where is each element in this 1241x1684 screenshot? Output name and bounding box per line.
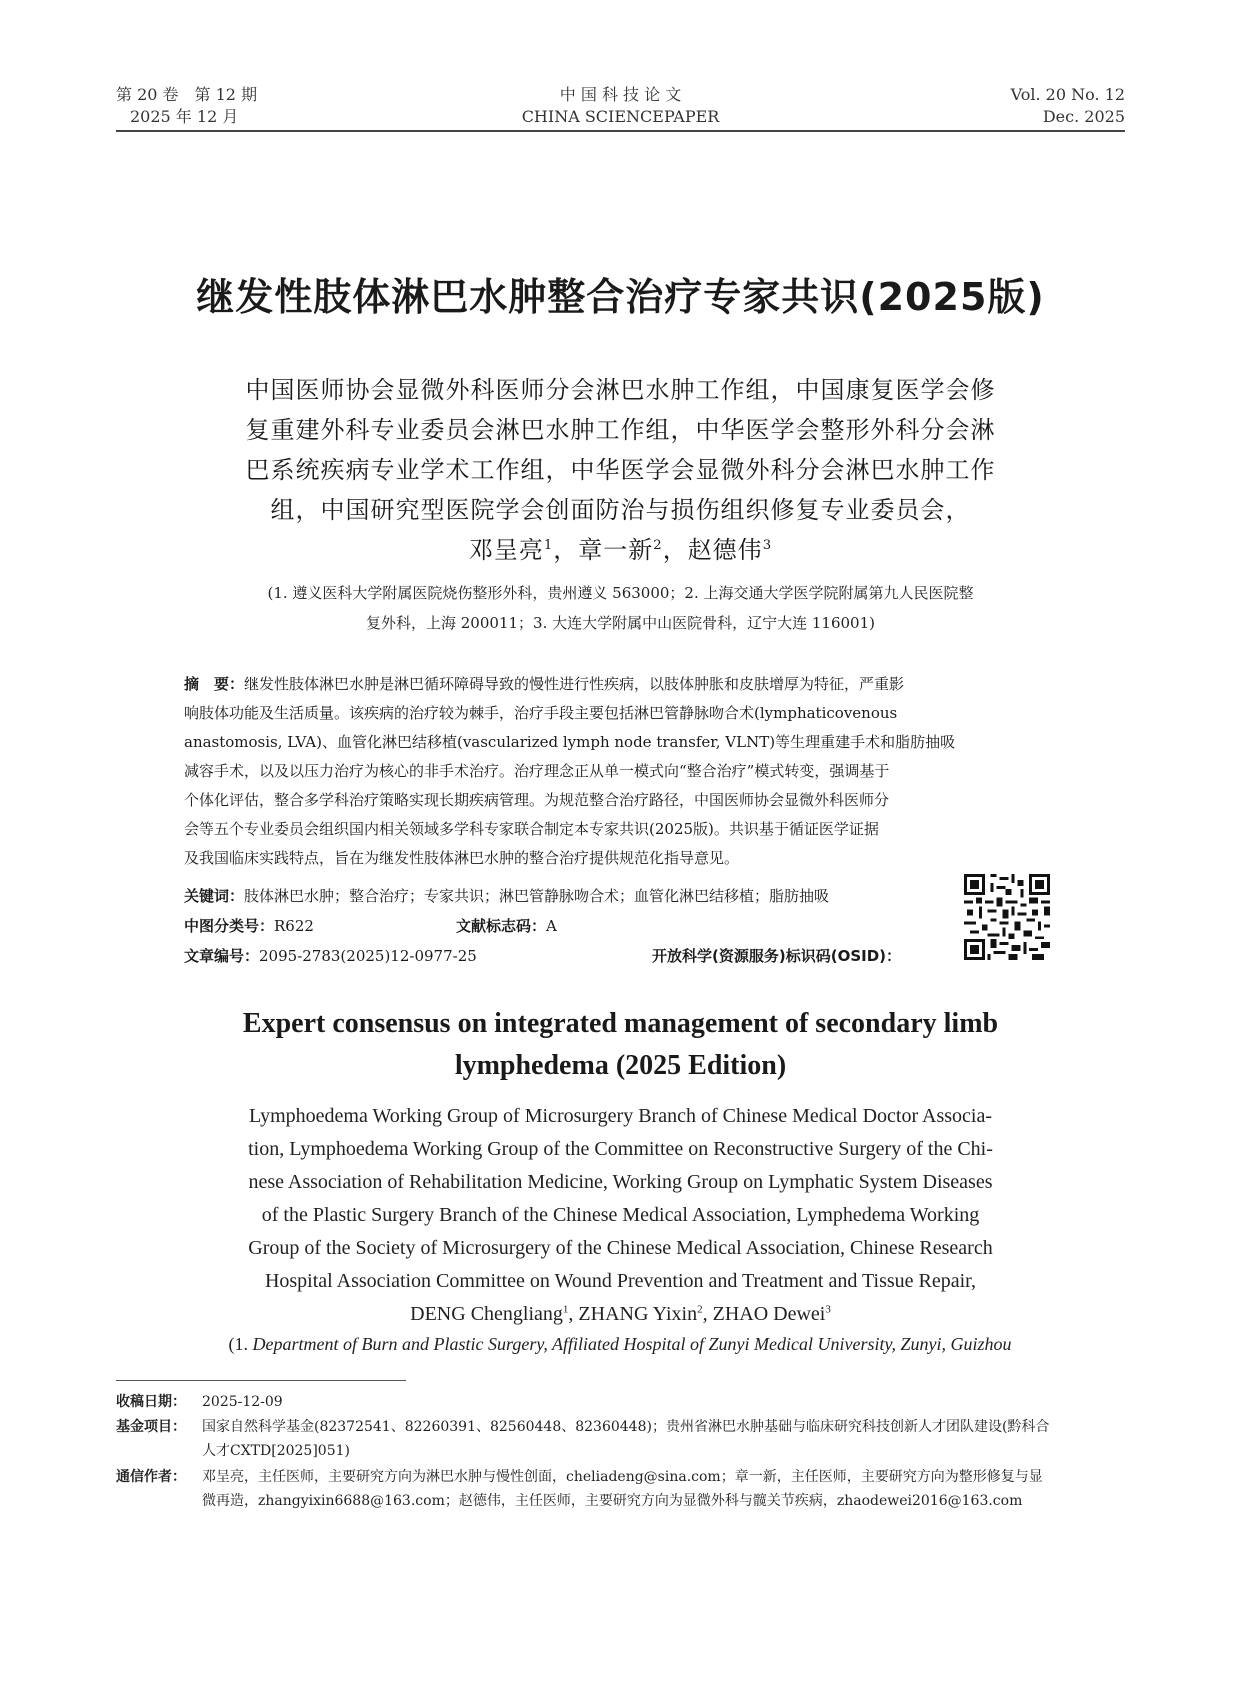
author-name-en: ZHANG Yixin: [578, 1303, 698, 1325]
author-affiliation-mark: 2: [697, 1303, 703, 1316]
author-name: 章一新: [578, 536, 654, 564]
title-en-line: Expert consensus on integrated management of secondary limb: [242, 1008, 999, 1039]
osid-label: [652, 945, 901, 966]
volume-en-text: Vol. 20 No. 12: [1010, 85, 1125, 104]
affiliation-en-text: Department of Burn and Plastic Surgery, Affiliated Hospital of Zunyi Medical University, Zunyi, Guizhou: [252, 1334, 1012, 1354]
abstract-text: 继发性肢体淋巴水肿是淋巴循环障碍导致的慢性进行性疾病，以肢体肿胀和皮肤增厚为特征，严重影: [244, 675, 905, 693]
osid-qr-code-icon[interactable]: [964, 874, 1050, 960]
fund-label: 基金项目：: [116, 1419, 186, 1435]
affiliation-en-prefix: (1.: [228, 1334, 249, 1354]
article-title-en: [150, 1003, 1091, 1087]
received-label: 收稿日期：: [116, 1394, 186, 1410]
corresponding-text-line: 邓呈亮，主任医师，主要研究方向为淋巴水肿与慢性创面，cheliadeng@sina.com；章一新，主任医师，主要研究方向为整形修复与显: [202, 1469, 1043, 1485]
author-names-cn: [180, 530, 1061, 570]
osid-label-text: 开放科学(资源服务)标识码(OSID)：: [652, 947, 902, 965]
author-affiliation-mark: 3: [762, 537, 773, 553]
abstract-cn: [184, 670, 1059, 873]
author-affiliation-mark: 3: [825, 1303, 831, 1316]
article-number-value: 2095-2783(2025)12-0977-25: [259, 947, 477, 965]
abstract-line: 响肢体功能及生活质量。该疾病的治疗较为棘手，治疗手段主要包括淋巴管静脉吻合术(lymphaticovenous: [184, 704, 898, 722]
author-group-line: 巴系统疾病专业学术工作组，中华医学会显微外科分会淋巴水肿工作: [245, 456, 996, 484]
clc-number: [184, 915, 314, 936]
author-name: 邓呈亮: [468, 536, 544, 564]
volume-issue-text: 第 20 卷 第 12 期: [116, 85, 258, 104]
author-group-line-en: tion, Lymphoedema Working Group of the Committee on Reconstructive Surgery of the Chi-: [248, 1138, 993, 1160]
author-separator: ，: [662, 536, 688, 564]
affiliation-line: 复外科，上海 200011；3. 大连大学附属中山医院骨科，辽宁大连 116001): [366, 614, 875, 632]
issue-date-text: 2025 年 12 月: [130, 107, 239, 126]
author-group-line: 复重建外科专业委员会淋巴水肿工作组，中华医学会整形外科分会淋: [245, 416, 996, 444]
abstract-line: 个体化评估，整合多学科治疗策略实现长期疾病管理。为规范整合治疗路径，中国医师协会显微外科医师分: [184, 791, 890, 809]
clc-value: R622: [274, 917, 314, 935]
author-affiliation-mark: 1: [543, 537, 554, 553]
article-title-cn: 继发性肢体淋巴水肿整合治疗专家共识(2025版): [196, 275, 1045, 319]
author-name-en: DENG Chengliang: [410, 1303, 563, 1325]
affiliation-en: [170, 1334, 1070, 1355]
header-divider: [116, 130, 1125, 132]
document-code-value: A: [546, 917, 557, 935]
author-separator: ，: [553, 536, 579, 564]
abstract-line: 会等五个专业委员会组织国内相关领域多学科专家联合制定本专家共识(2025版)。共识基于循证医学证据: [184, 820, 879, 838]
author-separator: ,: [568, 1303, 579, 1325]
abstract-line: 及我国临床实践特点，旨在为继发性肢体淋巴水肿的整合治疗提供规范化指导意见。: [184, 849, 740, 867]
corresponding-label: 通信作者：: [116, 1469, 186, 1485]
article-number-label: 文章编号：: [184, 947, 260, 965]
author-affiliation-mark: 1: [562, 1303, 569, 1316]
author-group-line-en: Lymphoedema Working Group of Microsurgery Branch of Chinese Medical Doctor Associa-: [248, 1105, 993, 1127]
abstract-line: 减容手术，以及以压力治疗为核心的非手术治疗。治疗理念正从单一模式向“整合治疗”模式转变，强调基于: [184, 762, 890, 780]
footnote-divider: [116, 1380, 406, 1381]
author-group-line-en: Group of the Society of Microsurgery of the Chinese Medical Association, Chinese Research: [248, 1237, 993, 1259]
affiliation-line: (1. 遵义医科大学附属医院烧伤整形外科，贵州遵义 563000；2. 上海交通大学医学院附属第九人民医院整: [267, 584, 974, 602]
abstract-line: [184, 670, 1059, 699]
author-names-en: [165, 1298, 1076, 1331]
author-separator: ,: [702, 1303, 713, 1325]
abstract-label: 摘 要：: [184, 675, 245, 693]
corresponding-text-line: 微再造，zhangyixin6688@163.com；赵德伟，主任医师，主要研究方向为显微外科与髋关节疾病，zhaodewei2016@163.com: [202, 1493, 1023, 1509]
footnote-fund: [116, 1415, 1125, 1463]
keywords-label: 关键词：: [184, 887, 245, 905]
keywords: [184, 885, 829, 906]
keywords-value: 肢体淋巴水肿；整合治疗；专家共识；淋巴管静脉吻合术；血管化淋巴结移植；脂肪抽吸: [244, 887, 830, 905]
authors-cn: [180, 370, 1061, 570]
author-group-line: 中国医师协会显微外科医师分会淋巴水肿工作组，中国康复医学会修: [245, 376, 996, 404]
author-affiliation-mark: 2: [653, 537, 663, 553]
affiliations-cn: [150, 578, 1091, 638]
author-name-en: ZHAO Dewei: [712, 1303, 826, 1325]
document-code-label: 文献标志码：: [456, 917, 547, 935]
article-number: [184, 945, 477, 966]
authors-en: [165, 1100, 1076, 1331]
received-value: 2025-12-09: [202, 1394, 283, 1410]
journal-name-en: CHINA SCIENCEPAPER: [521, 107, 720, 126]
document-code: [456, 915, 557, 936]
author-group-line-en: Hospital Association Committee on Wound Prevention and Treatment and Tissue Repair,: [264, 1270, 977, 1292]
author-group-line: 组，中国研究型医院学会创面防治与损伤组织修复专业委员会，: [270, 496, 971, 524]
journal-volume-en: [1011, 84, 1125, 128]
fund-text-line: 国家自然科学基金(82372541、82260391、82560448、82360448)；贵州省淋巴水肿基础与临床研究科技创新人才团队建设(黔科合: [202, 1419, 1050, 1435]
date-en-text: Dec. 2025: [1042, 107, 1125, 126]
author-name: 赵德伟: [687, 536, 763, 564]
title-en-line: lymphedema (2025 Edition): [454, 1050, 787, 1081]
footnote-corresponding: [116, 1465, 1125, 1513]
journal-name-cn: 中 国 科 技 论 文: [559, 85, 682, 104]
clc-label: 中图分类号：: [184, 917, 275, 935]
abstract-line: anastomosis, LVA)、血管化淋巴结移植(vascularized lymph node transfer, VLNT)等生理重建手术和脂肪抽吸: [184, 733, 956, 751]
author-group-line-en: of the Plastic Surgery Branch of the Chinese Medical Association, Lymphedema Working: [261, 1204, 980, 1226]
author-group-line-en: nese Association of Rehabilitation Medicine, Working Group on Lymphatic System Diseases: [248, 1171, 993, 1193]
footnote-received: [116, 1390, 1125, 1414]
fund-text-line: 人才CXTD[2025]051): [202, 1443, 350, 1459]
